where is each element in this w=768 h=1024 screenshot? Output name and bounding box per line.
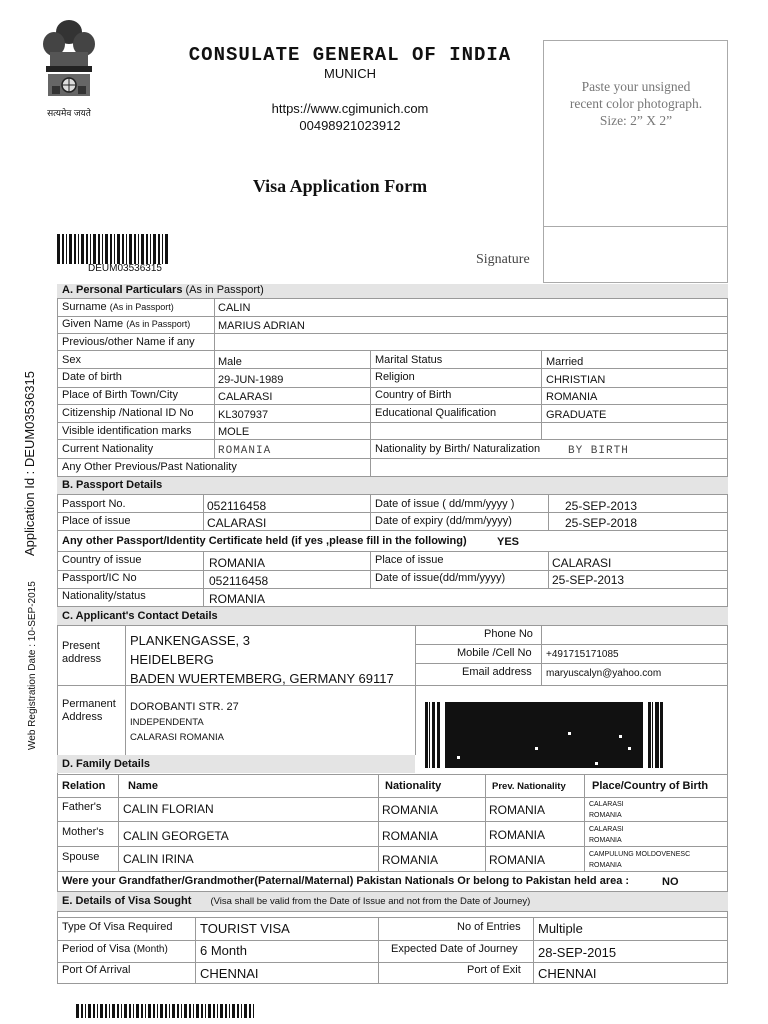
phone-label: Phone No bbox=[484, 628, 533, 640]
journey-label: Expected Date of Journey bbox=[391, 943, 518, 955]
education-label: Educational Qualification bbox=[375, 407, 497, 419]
citizenship-label: Citizenship /National ID No bbox=[62, 407, 194, 419]
section-b-header: B. Passport Details bbox=[57, 477, 728, 494]
photo-instructions: Paste your unsigned recent color photograph. Size: 2” X 2” bbox=[569, 79, 703, 128]
citizenship-value: KL307937 bbox=[218, 409, 269, 421]
exit-value: CHENNAI bbox=[538, 966, 597, 981]
given-name-value: MARIUS ADRIAN bbox=[218, 320, 305, 332]
place-issue-label: Place of issue bbox=[375, 554, 444, 566]
place-of-birth: CALARASI ROMANIA bbox=[589, 826, 624, 844]
family-header-name: Name bbox=[128, 780, 158, 792]
surname-label: Surname (As in Passport) bbox=[62, 301, 174, 313]
relation: Father's bbox=[62, 801, 102, 813]
arrival-label: Port Of Arrival bbox=[62, 964, 131, 976]
dob-label: Date of birth bbox=[62, 371, 122, 383]
religion-label: Religion bbox=[375, 371, 415, 383]
marks-value: MOLE bbox=[218, 426, 250, 438]
nat-by-value: BY BIRTH bbox=[568, 445, 629, 457]
family-header-nationality: Nationality bbox=[385, 780, 442, 792]
religion-value: CHRISTIAN bbox=[546, 374, 606, 386]
section-a-header: A. Personal Particulars (As in Passport) bbox=[57, 284, 728, 298]
permanent-address-label: Permanent Address bbox=[62, 698, 116, 723]
nat-by-label: Nationality by Birth/ Naturalization bbox=[375, 443, 541, 455]
nationality-value: ROMANIA bbox=[218, 445, 272, 457]
pakistan-answer: NO bbox=[662, 876, 679, 888]
previous-name-label: Previous/other Name if any bbox=[62, 336, 195, 348]
family-header-relation: Relation bbox=[62, 780, 106, 792]
signature-label: Signature bbox=[476, 252, 530, 267]
name: CALIN IRINA bbox=[123, 852, 194, 866]
application-barcode bbox=[57, 234, 169, 264]
passport-doe-label: Date of expiry (dd/mm/yyyy) bbox=[375, 515, 512, 527]
photo-box bbox=[543, 40, 728, 227]
visa-period-label: Period of Visa (Month) bbox=[62, 943, 168, 955]
visa-type-value: TOURIST VISA bbox=[200, 921, 290, 936]
footer-barcode bbox=[76, 1004, 256, 1018]
section-e-header: E. Details of Visa Sought (Visa shall be valid from the Date of Issue and not from the Date of Journey) bbox=[57, 892, 728, 911]
name: CALIN GEORGETA bbox=[123, 829, 229, 843]
ic-doi-label: Date of issue(dd/mm/yyyy) bbox=[375, 572, 506, 584]
cob-label: Country of Birth bbox=[375, 389, 452, 401]
signature-box bbox=[543, 227, 728, 283]
section-d-header: D. Family Details bbox=[57, 755, 415, 773]
ic-no-label: Passport/IC No bbox=[62, 572, 137, 584]
arrival-value: CHENNAI bbox=[200, 966, 259, 981]
passport-doi-value: 25-SEP-2013 bbox=[565, 499, 638, 513]
pob-label: Place of Birth Town/City bbox=[62, 389, 178, 401]
place-of-birth: CALARASI ROMANIA bbox=[589, 801, 624, 819]
prev-nationality: ROMANIA bbox=[489, 828, 546, 842]
exit-label: Port of Exit bbox=[467, 964, 521, 976]
place-issue-value: CALARASI bbox=[552, 556, 612, 570]
other-passport-question: Any other Passport/Identity Certificate held (if yes ,please fill in the following) bbox=[62, 535, 467, 547]
consulate-title: CONSULATE GENERAL OF INDIA bbox=[188, 44, 512, 66]
present-address-value: PLANKENGASSE, 3 HEIDELBERG BADEN WUERTEMBERG, GERMANY 69117 bbox=[130, 633, 394, 686]
barcode-text: DEUM03536315 bbox=[88, 263, 162, 274]
pdf417-barcode bbox=[425, 702, 663, 768]
nationality: ROMANIA bbox=[382, 803, 439, 817]
passport-no-value: 052116458 bbox=[207, 499, 267, 513]
education-value: GRADUATE bbox=[546, 409, 607, 421]
email-value: maryuscalyn@yahoo.com bbox=[546, 668, 662, 679]
given-name-label: Given Name (As in Passport) bbox=[62, 318, 191, 330]
mobile-value: +491715171085 bbox=[546, 649, 619, 660]
form-title: Visa Application Form bbox=[252, 176, 428, 196]
permanent-address-value: DOROBANTI STR. 27 INDEPENDENTA CALARASI ROMANIA bbox=[130, 701, 239, 743]
entries-label: No of Entries bbox=[457, 921, 521, 933]
name: CALIN FLORIAN bbox=[123, 802, 214, 816]
other-passport-answer: YES bbox=[497, 536, 520, 548]
other-nationality-label: Any Other Previous/Past Nationality bbox=[62, 461, 237, 473]
visa-type-label: Type Of Visa Required bbox=[62, 921, 173, 933]
relation: Mother's bbox=[62, 826, 104, 838]
consulate-phone: 00498921023912 bbox=[299, 118, 401, 133]
place-of-birth: CAMPULUNG MOLDOVENESC ROMANIA bbox=[589, 851, 691, 869]
country-issue-value: ROMANIA bbox=[209, 556, 266, 570]
email-label: Email address bbox=[462, 666, 532, 678]
nationality: ROMANIA bbox=[382, 853, 439, 867]
ic-no-value: 052116458 bbox=[209, 574, 269, 588]
pakistan-question: Were your Grandfather/Grandmother(Paternal/Maternal) Pakistan Nationals Or belong to Pakistan held area : bbox=[62, 875, 630, 887]
nationality: ROMANIA bbox=[382, 829, 439, 843]
emblem-motto: सत्यमेव जयते bbox=[47, 108, 91, 118]
application-id-vertical: Application Id : DEUM03536315 bbox=[22, 370, 37, 556]
family-header-prev-nationality: Prev. Nationality bbox=[492, 781, 566, 792]
entries-value: Multiple bbox=[538, 921, 583, 936]
section-c-header: C. Applicant's Contact Details bbox=[57, 607, 728, 625]
nationality-status-label: Nationality/status bbox=[62, 590, 146, 602]
marks-label: Visible identification marks bbox=[62, 425, 192, 437]
passport-no-label: Passport No. bbox=[62, 498, 126, 510]
passport-poi-label: Place of issue bbox=[62, 515, 131, 527]
country-issue-label: Country of issue bbox=[62, 554, 142, 566]
nationality-label: Current Nationality bbox=[62, 443, 154, 455]
pob-value: CALARASI bbox=[218, 391, 273, 403]
marital-label: Marital Status bbox=[375, 354, 443, 366]
family-header-place: Place/Country of Birth bbox=[592, 780, 709, 792]
surname-value: CALIN bbox=[218, 302, 251, 314]
passport-poi-value: CALARASI bbox=[207, 516, 267, 530]
ic-doi-value: 25-SEP-2013 bbox=[552, 573, 625, 587]
cob-value: ROMANIA bbox=[546, 391, 598, 403]
dob-value: 29-JUN-1989 bbox=[218, 374, 284, 386]
registration-date-vertical: Web Registration Date : 10-SEP-2015 bbox=[27, 581, 38, 750]
passport-doi-label: Date of issue ( dd/mm/yyyy ) bbox=[375, 498, 515, 510]
prev-nationality: ROMANIA bbox=[489, 803, 546, 817]
consulate-city: MUNICH bbox=[324, 66, 376, 81]
relation: Spouse bbox=[62, 851, 100, 863]
journey-value: 28-SEP-2015 bbox=[538, 945, 617, 960]
sex-value: Male bbox=[218, 356, 242, 368]
nationality-status-value: ROMANIA bbox=[209, 592, 266, 606]
marital-value: Married bbox=[546, 356, 584, 368]
sex-label: Sex bbox=[62, 354, 81, 366]
mobile-label: Mobile /Cell No bbox=[457, 647, 532, 659]
passport-doe-value: 25-SEP-2018 bbox=[565, 516, 638, 530]
present-address-label: Present address bbox=[62, 640, 102, 665]
national-emblem-logo bbox=[40, 18, 98, 116]
consulate-url: https://www.cgimunich.com bbox=[271, 101, 429, 116]
visa-period-value: 6 Month bbox=[200, 943, 247, 958]
prev-nationality: ROMANIA bbox=[489, 853, 546, 867]
